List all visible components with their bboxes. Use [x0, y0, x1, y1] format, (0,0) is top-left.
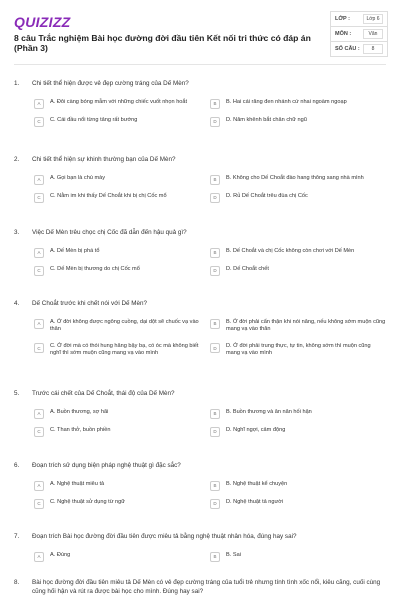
option-a[interactable] [34, 552, 210, 562]
option-a[interactable] [34, 409, 210, 419]
meta-row-subject [331, 27, 387, 42]
question-text: Chi tiết thể hiện sự khinh thường bạn của Dế Mèn? [32, 156, 176, 163]
option-letter-badge: D [210, 193, 220, 203]
option-text: A. Nghệ thuật miêu tả [50, 480, 105, 487]
question-number: 4. [14, 300, 20, 307]
option-letter-badge: D [210, 117, 220, 127]
option-b[interactable] [210, 99, 386, 109]
meta-label: MÔN : [335, 31, 352, 37]
option-d[interactable] [210, 117, 386, 127]
option-a[interactable] [34, 319, 210, 334]
option-text: B. Dế Choắt và chị Cốc không còn chơi với Dế Mèn [226, 247, 355, 254]
option-b[interactable] [210, 319, 386, 334]
option-text: A. Đôi càng bóng mẫm với những chiếc vuốt nhọn hoắt [50, 98, 188, 105]
question-3 [14, 229, 386, 284]
option-c[interactable] [34, 427, 210, 437]
option-letter-badge: D [210, 266, 220, 276]
option-letter-badge: C [34, 427, 44, 437]
option-letter-badge: B [210, 319, 220, 329]
option-text: A. Đúng [50, 551, 71, 558]
option-b[interactable] [210, 248, 386, 258]
option-text: C. Cái đầu nổi từng tảng rất bướng [50, 116, 138, 123]
option-c[interactable] [34, 117, 210, 127]
option-d[interactable] [210, 266, 386, 276]
option-c[interactable] [34, 193, 210, 203]
option-letter-badge: A [34, 409, 44, 419]
option-text: B. Sai [226, 551, 241, 558]
option-text: B. Không cho Dế Choắt đào hang thông sang nhà mình [226, 174, 364, 181]
question-number: 3. [14, 229, 20, 236]
option-a[interactable] [34, 99, 210, 109]
option-b[interactable] [210, 409, 386, 419]
question-text: Trước cái chết của Dế Choắt, thái độ của Dế Mèn? [32, 390, 175, 397]
option-c[interactable] [34, 266, 210, 276]
option-text: B. Hai cái răng đen nhánh cứ nhai ngoàm ngoạp [226, 98, 347, 105]
option-a[interactable] [34, 481, 210, 491]
option-text: C. Ở đời mà có thói hung hăng bậy bạ, có óc mà không biết nghĩ thì sớm muộn cũng mang vạ vào mình [50, 343, 199, 357]
meta-row-grade [331, 12, 387, 27]
option-d[interactable] [210, 499, 386, 509]
option-text: D. Nghĩ ngợi, cảm động [226, 426, 286, 433]
question-number: 8. [14, 579, 20, 586]
question-text: Bài học đường đời đầu tiên miêu tả Dế Mèn có vẻ đẹp cường tráng của tuổi trẻ nhưng tính tình xốc nổi, kiêu căng, cuối cùng cũng hối hận và rút ra được bài học cho mình. Đúng hay sai? [32, 579, 381, 595]
option-text: B. Buồn thương và ân năn hối hận [226, 408, 312, 415]
option-letter-badge: A [34, 175, 44, 185]
option-letter-badge: B [210, 248, 220, 258]
question-number: 7. [14, 533, 20, 540]
option-letter-badge: D [210, 343, 220, 353]
option-letter-badge: B [210, 481, 220, 491]
question-text: Đoạn trích Bài học đường đời đầu tiên được miêu tả bằng nghệ thuật nhân hóa, đúng hay sai? [32, 533, 297, 540]
option-text: A. Gọi bạn là chú mày [50, 174, 106, 181]
option-b[interactable] [210, 175, 386, 185]
option-letter-badge: C [34, 266, 44, 276]
option-text: B. Nghệ thuật kể chuyện [226, 480, 288, 487]
option-c[interactable] [34, 343, 210, 358]
question-2 [14, 156, 386, 211]
question-number: 1. [14, 80, 20, 87]
question-text: Đoạn trích sử dụng biện pháp nghệ thuật gì đặc sắc? [32, 462, 181, 469]
worksheet-title: 8 câu Trắc nghiệm Bài học đường đời đầu tiên Kết nối tri thức có đáp án (Phần 3) [14, 33, 311, 54]
option-text: C. Nằm im khi thấy Dế Choắt khi bị chị Cốc mổ [50, 192, 167, 199]
question-text: Dế Choắt trước khi chết nói với Dế Mèn? [32, 300, 148, 307]
option-letter-badge: B [210, 99, 220, 109]
option-c[interactable] [34, 499, 210, 509]
option-text: D. Năm khênh bắt chân chữ ngũ [226, 116, 307, 123]
option-letter-badge: A [34, 319, 44, 329]
option-letter-badge: D [210, 499, 220, 509]
option-letter-badge: C [34, 193, 44, 203]
meta-value: Văn [363, 29, 383, 39]
option-text: B. Ở đời phải cẩn thận khi nói năng, nếu không sớm muộn cũng mang vạ vào thân [226, 318, 386, 332]
option-b[interactable] [210, 552, 386, 562]
option-letter-badge: A [34, 552, 44, 562]
question-number: 2. [14, 156, 20, 163]
option-text: D. Dế Choắt chết [226, 265, 269, 272]
option-text: D. Nghệ thuật tả người [226, 498, 284, 505]
option-text: A. Ở đời không được ngông cuồng, dại dột sẽ chuốc vạ vào thân [50, 318, 199, 332]
question-text: Chi tiết thể hiện được vẻ đẹp cường tráng của Dế Mèn? [32, 80, 189, 87]
option-letter-badge: A [34, 481, 44, 491]
quizizz-logo: QUIZIZZ [14, 14, 71, 30]
option-letter-badge: C [34, 499, 44, 509]
option-text: C. Nghệ thuật sử dụng từ ngữ [50, 498, 125, 505]
option-letter-badge: B [210, 175, 220, 185]
option-letter-badge: B [210, 409, 220, 419]
question-1 [14, 80, 386, 135]
meta-row-count [331, 42, 387, 56]
option-letter-badge: C [34, 343, 44, 353]
option-text: D. Ở đời phải trung thực, tự tin, không sớm thì muộn cũng mang vạ vào mình [226, 343, 371, 357]
option-letter-badge: A [34, 248, 44, 258]
option-letter-badge: D [210, 427, 220, 437]
meta-box [330, 11, 388, 57]
option-text: A. Dế Mèn bị phá tổ [50, 247, 100, 254]
option-d[interactable] [210, 427, 386, 437]
meta-value: Lớp 6 [363, 14, 383, 24]
question-text: Việc Dế Mèn trêu chọc chị Cốc đã dẫn đến hậu quả gì? [32, 229, 187, 236]
question-number: 5. [14, 390, 20, 397]
question-5 [14, 390, 386, 445]
option-text: D. Rủ Dế Choắt trêu đùa chị Cốc [226, 192, 308, 199]
meta-label: LỚP : [335, 16, 350, 22]
option-letter-badge: C [34, 117, 44, 127]
option-letter-badge: A [34, 99, 44, 109]
option-b[interactable] [210, 481, 386, 491]
option-d[interactable] [210, 343, 386, 358]
option-d[interactable] [210, 193, 386, 203]
question-4 [14, 300, 386, 366]
option-text: C. Dế Mèn bị thương do chị Cốc mổ [50, 265, 140, 272]
meta-value: 8 [363, 44, 383, 54]
option-letter-badge: B [210, 552, 220, 562]
header-divider [14, 64, 386, 65]
meta-label: SỐ CÂU : [335, 46, 360, 52]
option-a[interactable] [34, 175, 210, 185]
option-text: A. Buồn thương, sợ hãi [50, 408, 109, 415]
question-number: 6. [14, 462, 20, 469]
option-text: C. Than thở, buồn phiền [50, 426, 111, 433]
option-a[interactable] [34, 248, 210, 258]
question-6 [14, 462, 386, 517]
question-8 [14, 579, 386, 596]
question-7 [14, 533, 386, 570]
